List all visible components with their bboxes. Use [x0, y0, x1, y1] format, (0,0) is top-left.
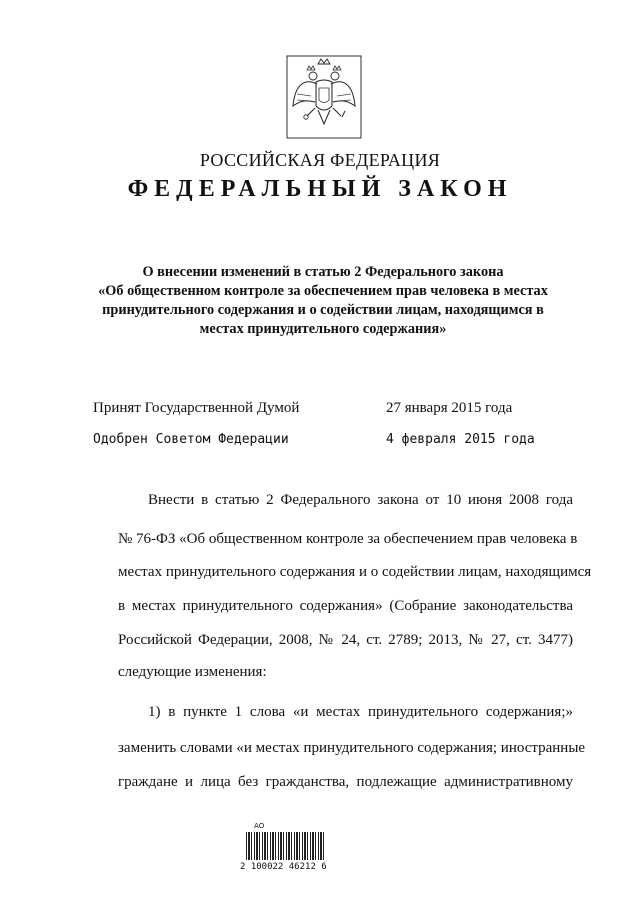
item-line: заменить словами «и местах принудительного содержания; иностранные	[118, 740, 586, 756]
body-line: Внести в статью 2 Федерального закона от 10 июня 2008 года	[148, 492, 573, 508]
approved-date: 4 февраля 2015 года	[386, 432, 535, 447]
document-type-heading: ФЕДЕРАЛЬНЫЙ ЗАКОН	[127, 176, 513, 202]
law-title	[88, 263, 558, 339]
barcode-mark: АО	[254, 822, 265, 830]
law-title-line: «Об общественном контроле за обеспечением прав человека в местах	[98, 283, 548, 299]
body-line: № 76-ФЗ «Об общественном контроле за обеспечением прав человека в	[118, 531, 578, 547]
item-line: 1) в пункте 1 слова «и местах принудительного содержания;»	[148, 704, 573, 720]
barcode-icon	[246, 832, 324, 860]
barcode-number: 2 100022 46212 6	[240, 862, 327, 872]
approved-label: Одобрен Советом Федерации	[93, 432, 289, 447]
coat-of-arms-emblem-icon	[285, 54, 363, 140]
law-title-line: местах принудительного содержания»	[199, 321, 447, 337]
item-line: граждане и лица без гражданства, подлежащие административному	[118, 774, 573, 790]
adopted-label: Принят Государственной Думой	[93, 400, 300, 416]
adopted-date: 27 января 2015 года	[386, 400, 513, 416]
barcode-stamp	[240, 822, 330, 878]
body-line: Российской Федерации, 2008, № 24, ст. 2789; 2013, № 27, ст. 3477)	[118, 632, 573, 648]
country-heading: РОССИЙСКАЯ ФЕДЕРАЦИЯ	[199, 150, 441, 170]
law-title-line: принудительного содержания и о содействии лицам, находящимся в	[102, 302, 544, 318]
body-line: местах принудительного содержания и о содействии лицам, находящимся	[118, 564, 592, 580]
law-title-line: О внесении изменений в статью 2 Федерального закона	[142, 264, 504, 280]
body-line: в местах принудительного содержания» (Собрание законодательства	[118, 598, 573, 614]
body-line: следующие изменения:	[118, 664, 267, 680]
